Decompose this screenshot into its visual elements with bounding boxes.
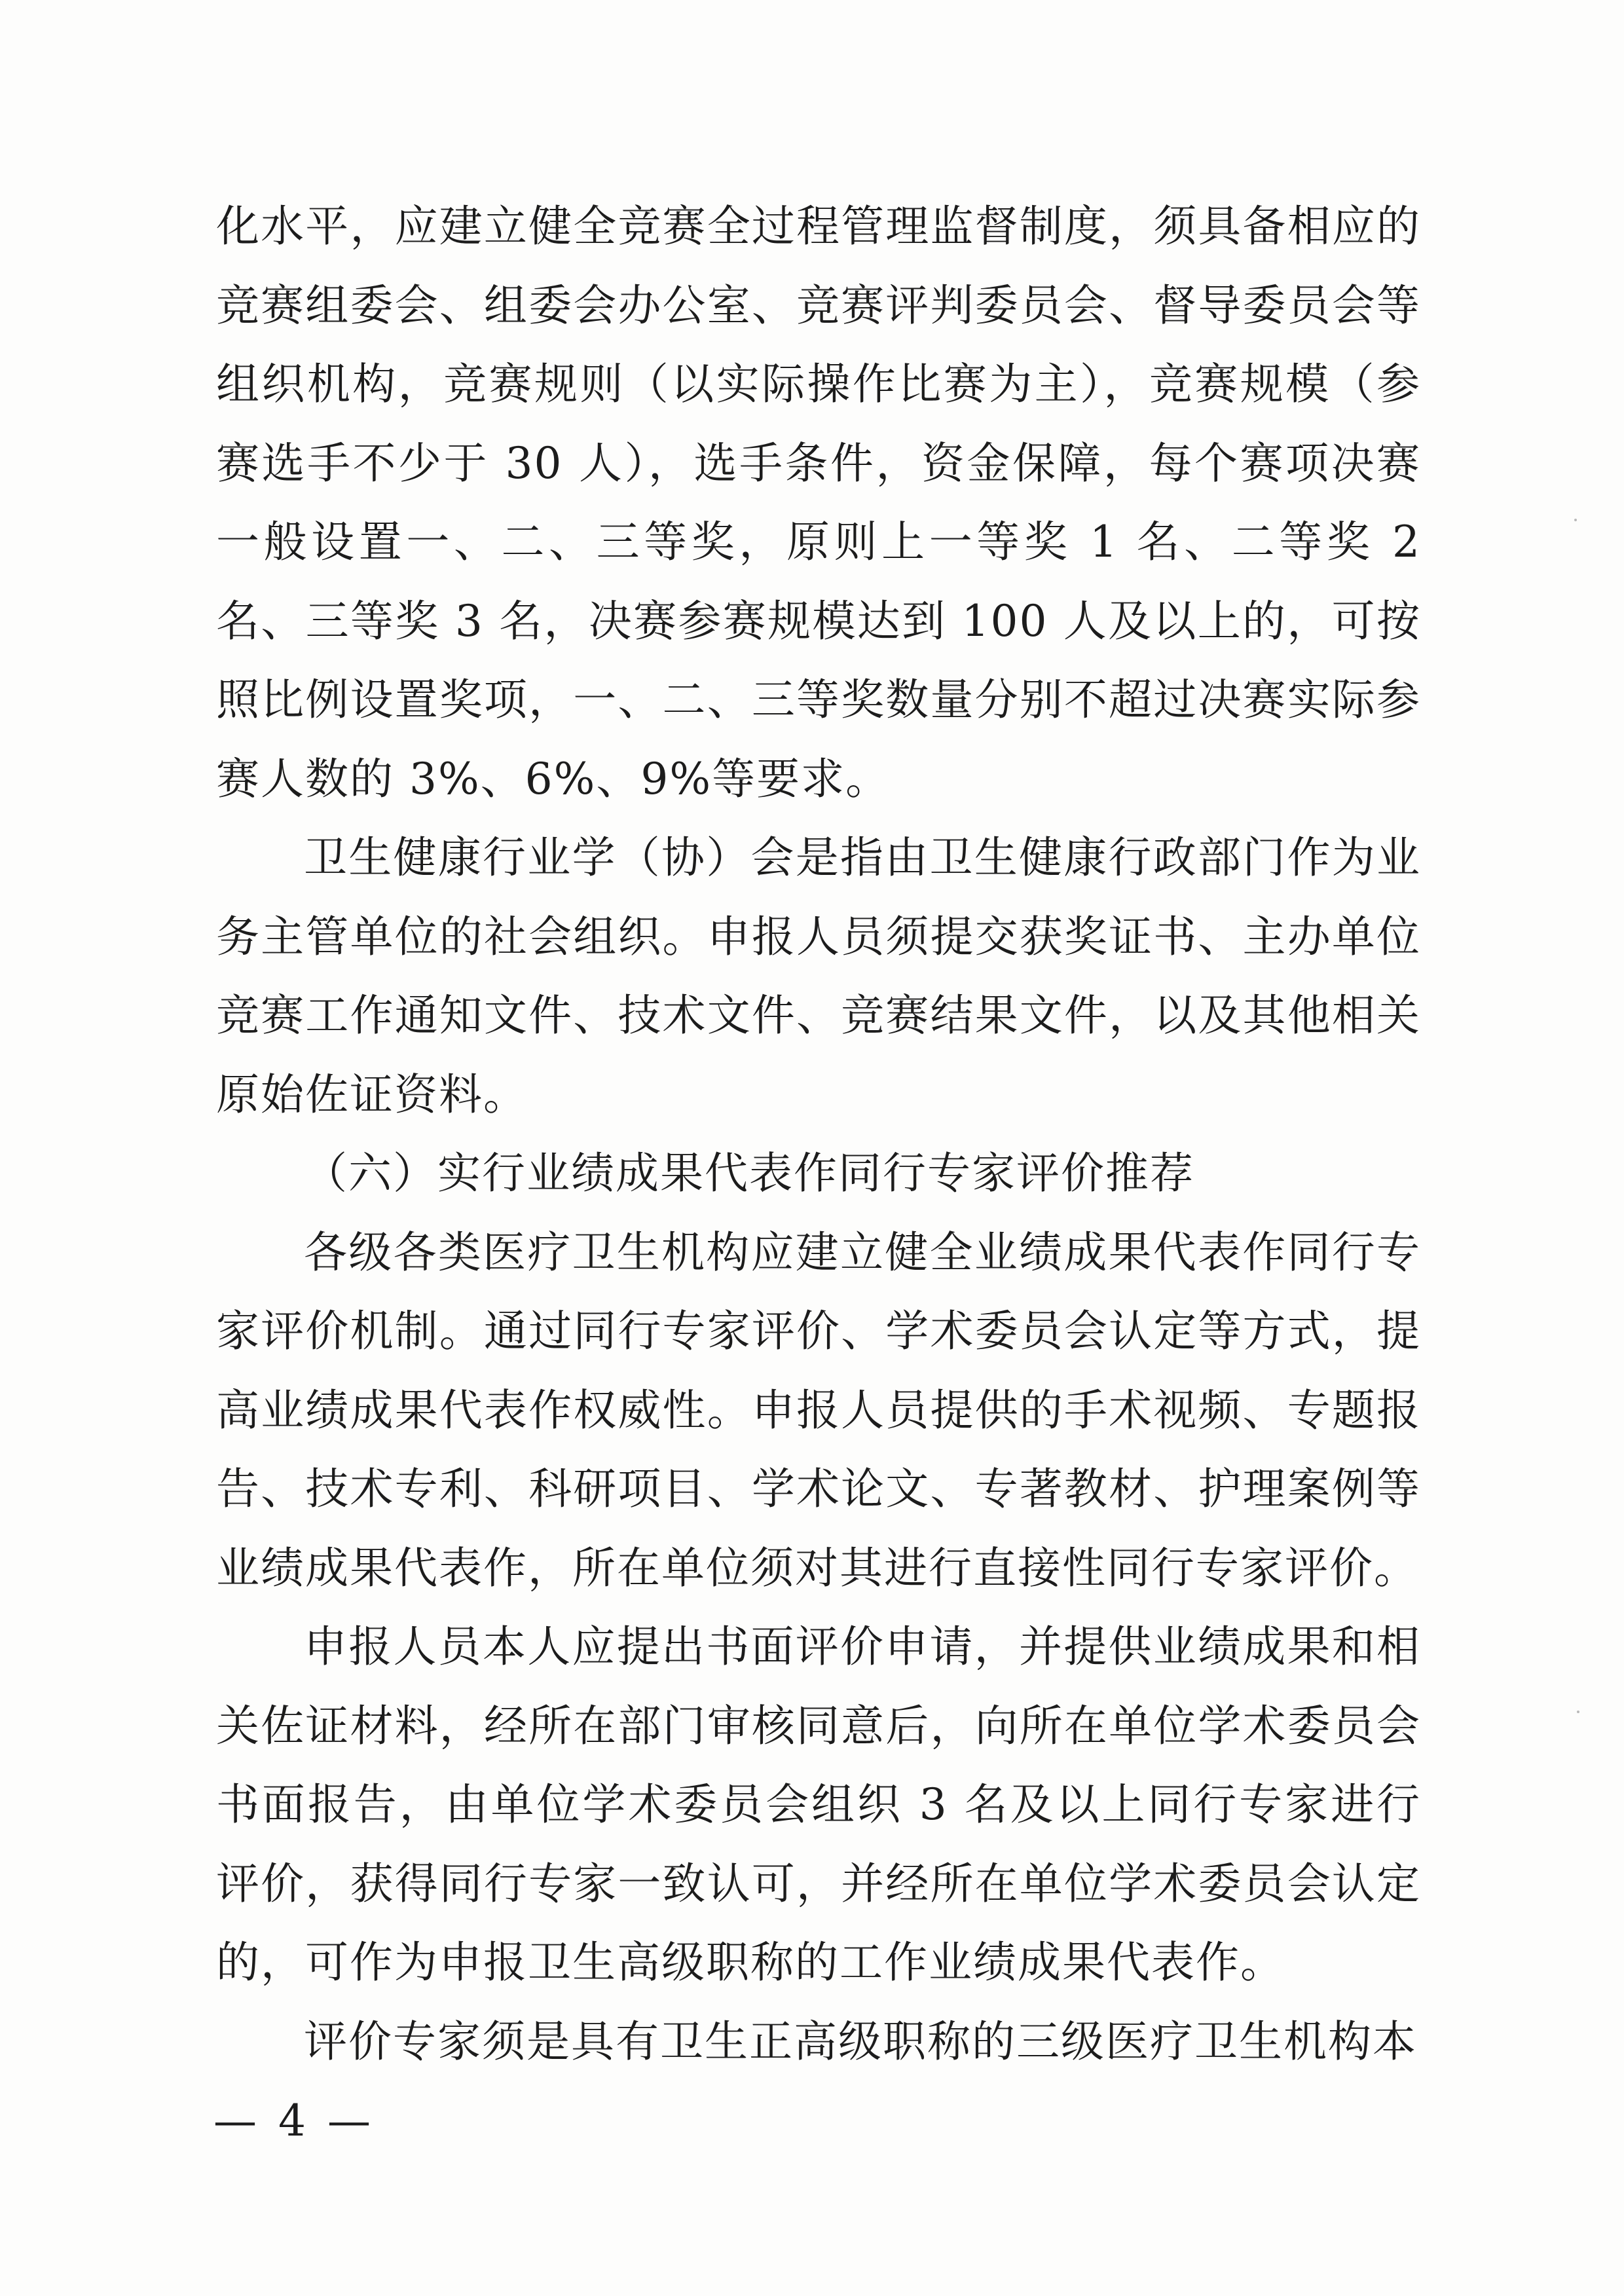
scan-speck [1577,1711,1579,1713]
scan-speck [1574,519,1577,521]
body-text [216,187,1421,2081]
paragraph-industry-associations: 卫生健康行业学（协）会是指由卫生健康行政部门作为业务主管单位的社会组织。申报人员须提交获奖证书、主办单位竞赛工作通知文件、技术文件、竞赛结果文件，以及其他相关原始佐证资料。 [216,832,1421,1120]
paragraph-reviewer-qualification: 评价专家须是具有卫生正高级职称的三级医疗卫生机构本 [304,2016,1417,2067]
paragraph-peer-review-mechanism: 各级各类医疗卫生机构应建立健全业绩成果代表作同行专家评价机制。通过同行专家评价、学术委员会认定等方式，提高业绩成果代表作权威性。申报人员提供的手术视频、专题报告、技术专利、科研项目、学术论文、专著教材、护理案例等业绩成果代表作，所在单位须对其进行直接性同行专家评价。 [216,1227,1421,1593]
paragraph-competition-rules: 化水平，应建立健全竞赛全过程管理监督制度，须具备相应的竞赛组委会、组委会办公室、竞赛评判委员会、督导委员会等组织机构，竞赛规则（以实际操作比赛为主），竞赛规模（参赛选手不少于 30 人），选手条件，资金保障，每个赛项决赛一般设置一、二、三等奖，原则上一等奖 1 名、二等奖 2 名、三等奖 3 名，决赛参赛规模达到 100 人及以上的，可按照比例设置奖项，一、二、三等奖数量分别不超过决赛实际参赛人数的 3%、6%、9%等要求。 [216,201,1421,804]
section-heading-six: （六）实行业绩成果代表作同行专家评价推荐 [304,1148,1194,1198]
paragraph-application-process: 申报人员本人应提出书面评价申请，并提供业绩成果和相关佐证材料，经所在部门审核同意后，向所在单位学术委员会书面报告，由单位学术委员会组织 3 名及以上同行专家进行评价，获得同行专家一致认可，并经所在单位学术委员会认定的，可作为申报卫生高级职称的工作业绩成果代表作。 [216,1621,1421,1988]
page-number: — 4 — [213,2096,375,2146]
